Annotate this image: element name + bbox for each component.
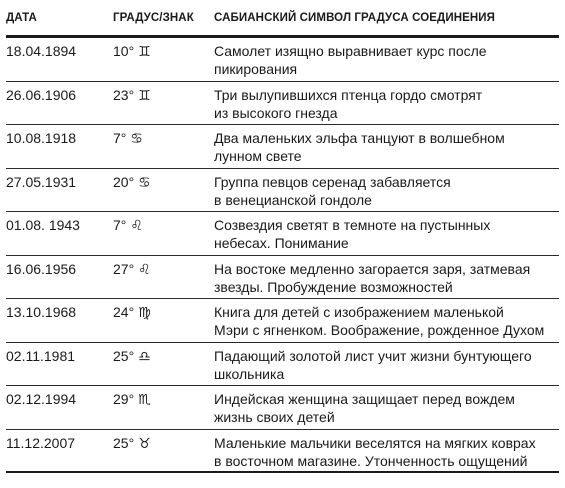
date-cell: 01.08. 1943: [6, 217, 80, 233]
symbol-line-1: Самолет изящно выравнивает курс после: [214, 43, 487, 59]
sabian-symbol-cell: [214, 434, 559, 470]
degree-sign-cell: [113, 260, 214, 279]
header-sabian-symbol: САБИАНСКИЙ СИМВОЛ ГРАДУСА СОЕДИНЕНИЯ: [214, 11, 496, 24]
degree-sign-cell: [113, 86, 214, 105]
sabian-symbol-cell: [214, 86, 559, 122]
degree-value: 27°: [113, 260, 135, 277]
degree-value: 29°: [113, 391, 135, 407]
date-cell: 02.12.1994: [6, 391, 77, 407]
degree-value: 20°: [113, 173, 135, 190]
sabian-symbol-cell: [214, 347, 559, 383]
date-cell: 16.06.1956: [6, 260, 77, 277]
gemini-icon: ♊: [138, 44, 151, 60]
symbol-line-2: небесах. Понимание: [214, 235, 349, 251]
table-row: [6, 82, 559, 126]
sabian-symbol-cell: [214, 173, 559, 209]
symbol-line-2: пикирования: [214, 61, 298, 77]
degree-value: 7°: [113, 130, 127, 146]
sabian-symbol-cell: [214, 129, 559, 165]
degree-sign-cell: [113, 434, 214, 453]
date-cell: 02.11.1981: [6, 347, 76, 364]
table-body: [6, 38, 559, 473]
leo-icon: ♌: [138, 261, 151, 278]
symbol-line-1: Книга для детей с изображением маленькой: [214, 304, 504, 320]
sabian-symbol-cell: [214, 260, 559, 296]
table-row: [6, 299, 559, 343]
degree-sign-cell: [113, 216, 214, 235]
sabian-symbol-cell: [214, 42, 559, 78]
symbol-line-2: в восточном магазине. Утонченность ощущений: [214, 452, 528, 469]
taurus-icon: ♉: [138, 435, 151, 452]
symbol-line-1: Падающий золотой лист учит жизни бунтующего: [214, 347, 532, 364]
symbol-line-2: в венецианской гондоле: [214, 191, 372, 208]
cancer-icon: ♋: [138, 174, 151, 191]
date-cell: 13.10.1968: [6, 304, 77, 320]
table-row: [6, 343, 559, 387]
symbol-line-1: Три вылупившихся птенца гордо смотрят: [214, 86, 483, 103]
table-row: [6, 212, 559, 256]
sabian-symbol-cell: [214, 303, 559, 339]
symbol-line-2: лунном свете: [214, 148, 302, 164]
symbol-line-1: Маленькие мальчики веселятся на мягких коврах: [214, 434, 536, 451]
degree-value: 25°: [113, 434, 135, 451]
degree-sign-cell: [113, 129, 214, 148]
table-row: [6, 125, 559, 169]
sabian-symbol-cell: [214, 216, 559, 252]
libra-icon: ♎: [138, 348, 151, 365]
symbol-line-2: Мэри с ягненком. Воображение, рожденное Духом: [214, 322, 545, 338]
scorpio-icon: ♏: [138, 392, 151, 408]
degree-sign-cell: [113, 303, 214, 322]
header-degree-sign: ГРАДУС/ЗНАК: [113, 11, 194, 24]
symbol-line-1: На востоке медленно загорается заря, затмевая: [214, 260, 531, 277]
symbol-line-1: Два маленьких эльфа танцуют в волшебном: [214, 130, 505, 146]
degree-value: 24°: [113, 304, 135, 320]
symbol-line-2: жизнь своих детей: [214, 409, 335, 425]
virgo-icon: ♍: [138, 305, 151, 321]
degree-value: 7°: [113, 217, 127, 233]
table-row: [6, 256, 559, 300]
table-row: [6, 386, 559, 430]
symbol-line-2: звезды. Пробуждение возможностей: [214, 278, 453, 295]
degree-value: 25°: [113, 347, 135, 364]
gemini-icon: ♊: [138, 87, 151, 104]
degree-sign-cell: [113, 42, 214, 61]
sabian-symbol-cell: [214, 390, 559, 426]
symbol-line-1: Созвездия светят в темноте на пустынных: [214, 217, 491, 233]
degree-value: 23°: [113, 86, 135, 103]
date-cell: 26.06.1906: [6, 86, 77, 103]
cancer-icon: ♋: [130, 131, 143, 147]
table-header: [6, 0, 559, 38]
date-cell: 18.04.1894: [6, 43, 77, 59]
symbol-line-1: Индейская женщина защищает перед вождем: [214, 391, 515, 407]
leo-icon: ♌: [130, 218, 143, 234]
degree-sign-cell: [113, 173, 214, 192]
date-cell: 10.08.1918: [6, 130, 77, 146]
symbol-line-1: Группа певцов серенад забавляется: [214, 173, 451, 190]
degree-sign-cell: [113, 390, 214, 409]
table-row: [6, 169, 559, 213]
date-cell: 27.05.1931: [6, 173, 77, 190]
header-date: ДАТА: [6, 11, 37, 24]
symbol-line-2: из высокого гнезда: [214, 104, 338, 121]
date-cell: 11.12.2007: [6, 434, 76, 451]
degree-sign-cell: [113, 347, 214, 366]
table-row: [6, 430, 559, 474]
degree-value: 10°: [113, 43, 135, 59]
table-row: [6, 38, 559, 82]
symbol-line-2: школьника: [214, 365, 285, 382]
